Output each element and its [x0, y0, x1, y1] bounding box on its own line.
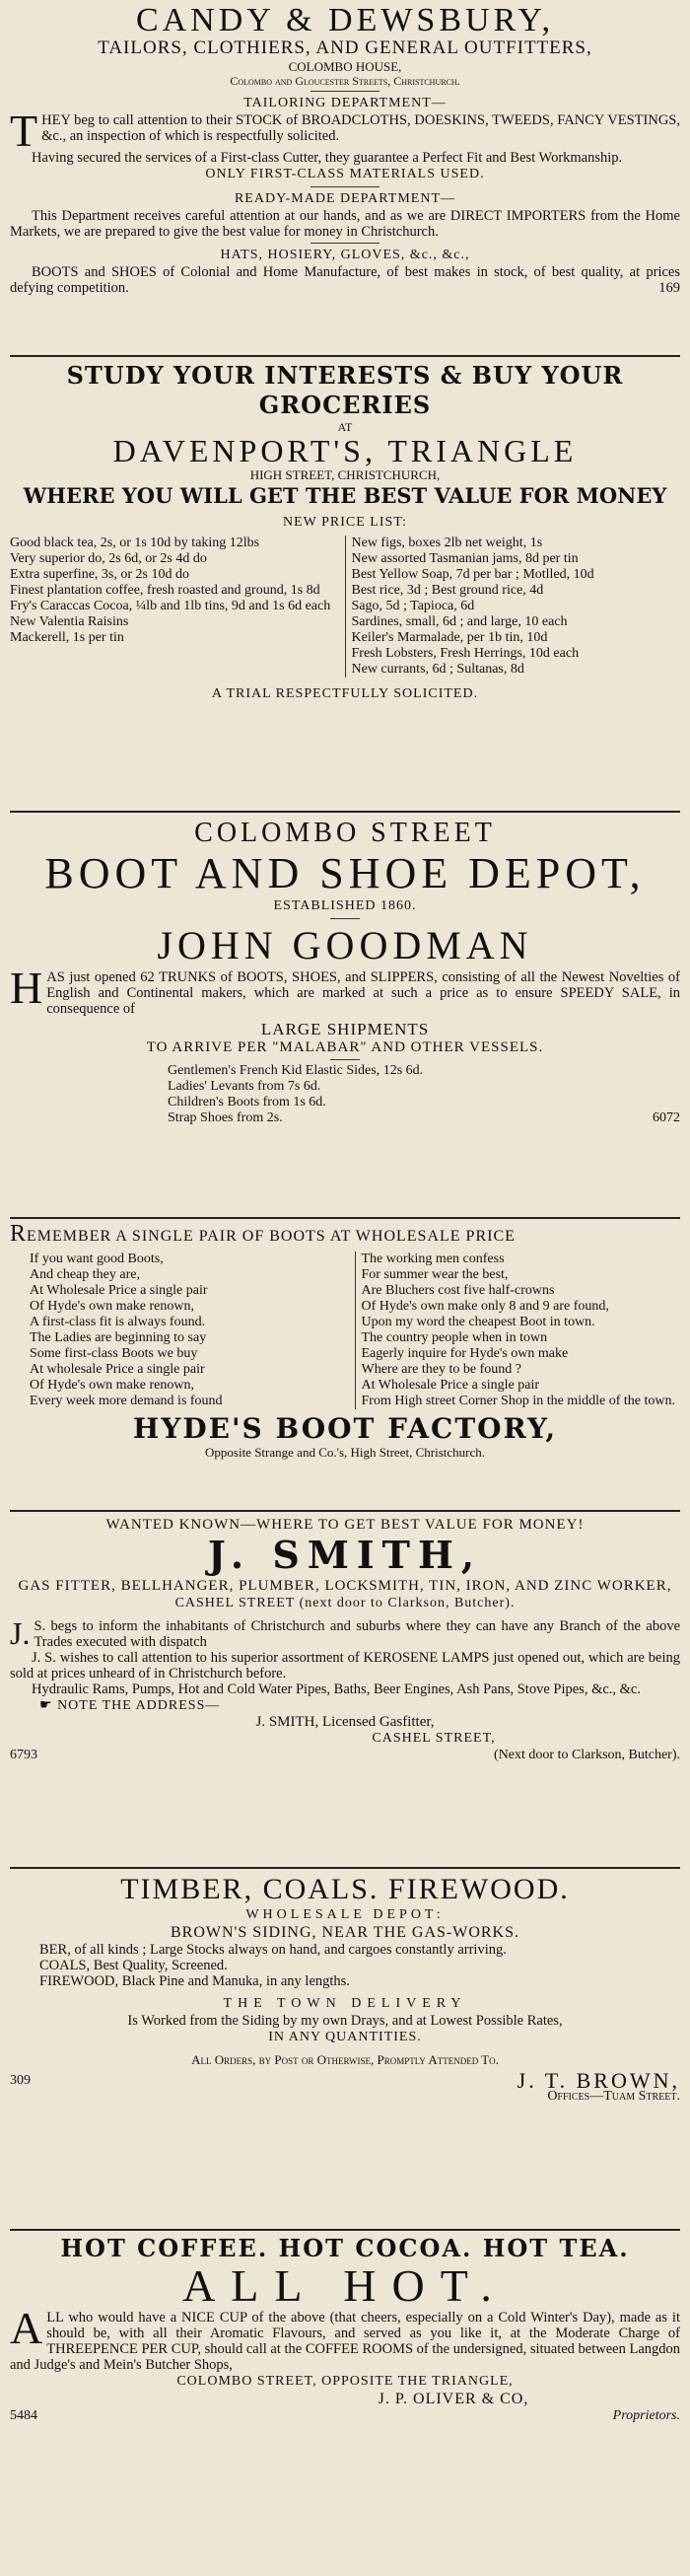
- price-item: New Valentia Raisins: [10, 614, 129, 629]
- list-item: Strap Shoes from 2s. 6072: [168, 1110, 680, 1125]
- ad3-title: BOOT AND SHOE DEPOT,: [44, 849, 646, 897]
- ad3-items: [10, 1063, 680, 1126]
- ad1-address: Colombo and Gloucester Streets, Christchurch.: [230, 74, 460, 88]
- divider: [310, 186, 380, 187]
- poem-line: Eagerly inquire for Hyde's own make: [361, 1346, 569, 1361]
- ad7-proprietors: Proprietors.: [612, 2408, 680, 2423]
- ad5-street: CASHEL STREET (next door to Clarkson, Butcher).: [174, 1596, 516, 1610]
- poem-line: Some first-class Boots we buy: [30, 1346, 198, 1361]
- poem-line: Of Hyde's own make renown,: [30, 1299, 194, 1314]
- ad6-quantities: IN ANY QUANTITIES.: [268, 2030, 422, 2044]
- poem-line: The Ladies are beginning to say: [30, 1330, 207, 1345]
- ad2-left-column: [10, 536, 346, 678]
- poem-line: From High street Corner Shop in the middle of the town.: [361, 1394, 675, 1408]
- ad6-title: TIMBER, COALS. FIREWOOD.: [120, 1873, 570, 1905]
- ad7-footer: [10, 2408, 680, 2424]
- price-item: Extra superfine, 3s, or 2s 10d do: [10, 567, 189, 582]
- ad1-cutter-text: Having secured the services of a First-class Cutter, they guarantee a Perfect Fit and Best Workmanship.: [32, 150, 623, 166]
- price-item: Best Yellow Soap, 7d per bar ; Motlled, 10d: [351, 567, 594, 582]
- ad1-tailoring-text: THEY beg to call attention to their STOCK of BROADCLOTHS, DOESKINS, TWEEDS, FANCY VESTINGS, &c., an inspection of which is respectfully solicited.: [10, 106, 680, 156]
- ad5-text3: Hydraulic Rams, Pumps, Hot and Cold Water Pipes, Baths, Beer Engines, Ash Pans, Stove Pipes, &c., &c.: [32, 1682, 641, 1697]
- ad-davenports: [10, 357, 680, 813]
- ad3-code: 6072: [653, 1110, 680, 1125]
- ad7-title: ALL HOT.: [182, 2260, 508, 2311]
- ad7-text: ALL who would have a NICE CUP of the above (that cheers, especially on a Cold Winter's Day), made as it should be, with all their Aromatic Flavours, and served as you like it, at the Moderate Charge of THREEPENCE PER CUP, should call at the COFFEE ROOMS of the undersigned, situated between Langdon and Judge's and Mein's Butcher Shops,: [10, 2303, 681, 2373]
- ad4-headline: REMEMBER A SINGLE PAIR OF BOOTS AT WHOLESALE PRICE: [10, 1221, 516, 1247]
- ad1-readymade-text: This Department receives careful attention at our hands, and as we are DIRECT IMPORTERS from the Home Markets, we are prepared to give the best value for money in Christchurch.: [10, 208, 680, 240]
- poem-line: The working men confess: [361, 1252, 505, 1266]
- ad6-name: J. T. BROWN,: [517, 2068, 680, 2093]
- poem-line: Are Bluchers cost five half-crowns: [361, 1283, 555, 1298]
- price-item: Sago, 5d ; Tapioca, 6d: [351, 599, 475, 613]
- ad6-timber: BER, of all kinds ; Large Stocks always on hand, and cargoes constantly arriving.: [39, 1942, 507, 1958]
- ad5-licensed: J. SMITH, Licensed Gasfitter,: [255, 1714, 435, 1730]
- poem-line: Of Hyde's own make only 8 and 9 are found,: [361, 1299, 609, 1314]
- ad2-right-column: [346, 536, 681, 678]
- ad6-coals: COALS, Best Quality, Screened.: [39, 1958, 228, 1973]
- ad6-code: 309: [10, 2073, 31, 2088]
- ad6-siding: BROWN'S SIDING, NEAR THE GAS-WORKS.: [170, 1924, 520, 1941]
- ad5-note: ☛ NOTE THE ADDRESS—: [39, 1698, 221, 1713]
- ad-oliver-coffee: [10, 2231, 680, 2424]
- poem-line: Upon my word the cheapest Boot in town.: [361, 1315, 595, 1329]
- price-item: Mackerell, 1s per tin: [10, 630, 124, 645]
- poem-line: The country people when in town: [361, 1330, 548, 1345]
- price-item: New currants, 6d ; Sultanas, 8d: [351, 662, 524, 677]
- ad-hydes: [10, 1219, 680, 1512]
- ad2-title: DAVENPORT'S, TRIANGLE: [112, 433, 578, 468]
- poem-line: If you want good Boots,: [30, 1252, 164, 1266]
- ad-brown-timber: [10, 1869, 680, 2231]
- ad1-code: 169: [658, 280, 680, 296]
- ad4-left-column: [10, 1252, 356, 1409]
- ad5-next-door: (Next door to Clarkson, Butcher).: [494, 1748, 680, 1762]
- ad5-name: J. SMITH,: [207, 1533, 483, 1577]
- ad1-materials: ONLY FIRST-CLASS MATERIALS USED.: [205, 167, 485, 181]
- ad3-large: LARGE SHIPMENTS: [260, 1020, 430, 1038]
- ad3-arrive: TO ARRIVE PER "MALABAR" AND OTHER VESSELS.: [146, 1039, 544, 1055]
- ad1-hats: HATS, HOSIERY, GLOVES, &c., &c.,: [220, 248, 470, 262]
- ad5-text2: J. S. wishes to call attention to his superior assortment of KEROSENE LAMPS just opened out, which are being sold at prices unheard of in Christchurch before.: [10, 1650, 680, 1682]
- ad7-street: COLOMBO STREET, OPPOSITE THE TRIANGLE,: [176, 2374, 514, 2389]
- price-item: Fresh Lobsters, Fresh Herrings, 10d each: [351, 646, 580, 661]
- ad2-value-line: WHERE YOU WILL GET THE BEST VALUE FOR MONEY: [23, 483, 667, 508]
- poem-line: A first-class fit is always found.: [30, 1315, 206, 1329]
- poem-line: At Wholesale Price a single pair: [361, 1378, 540, 1393]
- price-item: Finest plantation coffee, fresh roasted and ground, 1s 8d: [10, 583, 320, 598]
- price-item: Very superior do, 2s 6d, or 2s 4d do: [10, 551, 207, 566]
- ad7-code: 5484: [10, 2408, 37, 2423]
- ad1-tailoring-head: TAILORING DEPARTMENT—: [243, 96, 447, 110]
- ad2-at: AT: [337, 420, 353, 434]
- ad4-title: HYDE'S BOOT FACTORY,: [132, 1412, 558, 1445]
- ad1-boots-text: BOOTS and SHOES of Colonial and Home Manufacture, of best makes in stock, of best quality, at prices defying competition. 169: [10, 264, 680, 296]
- ad2-price-columns: [10, 536, 680, 678]
- ad-j-smith: [10, 1512, 680, 1869]
- ad1-readymade-head: READY-MADE DEPARTMENT—: [234, 191, 456, 206]
- ad3-name: JOHN GOODMAN: [157, 923, 533, 967]
- ad5-wanted: WANTED KNOWN—WHERE TO GET BEST VALUE FOR MONEY!: [105, 1517, 585, 1533]
- price-item: Fry's Caraccas Cocoa, ¼lb and 1lb tins, 9d and 1s 6d each: [10, 599, 331, 613]
- ad1-house: COLOMBO HOUSE,: [288, 59, 402, 74]
- dropcap: R: [10, 1221, 28, 1247]
- ad6-delivery-text: Is Worked from the Siding by my own Drays, and at Lowest Possible Rates,: [127, 2013, 563, 2029]
- dropcap: T: [10, 106, 38, 156]
- ad5-cashel: CASHEL STREET,: [372, 1731, 496, 1746]
- poem-line: Every week more demand is found: [30, 1394, 223, 1408]
- ad6-footer: [10, 2068, 680, 2093]
- ad3-established: ESTABLISHED 1860.: [273, 898, 417, 913]
- poem-line: Where are they to be found ?: [361, 1362, 521, 1377]
- price-item: Good black tea, 2s, or 1s 10d by taking 12lbs: [10, 536, 260, 550]
- dropcap: J.: [10, 1615, 31, 1651]
- poem-line: At Wholesale Price a single pair: [30, 1283, 208, 1298]
- ad1-subtitle: TAILORS, CLOTHIERS, AND GENERAL OUTFITTERS,: [98, 37, 592, 58]
- poem-line: For summer wear the best,: [361, 1267, 509, 1282]
- ad5-text1: J. S. begs to inform the inhabitants of Christchurch and suburbs where they can have any Branch of the above Trades executed with dispatch: [10, 1615, 680, 1651]
- pointing-hand-icon: ☛: [39, 1698, 53, 1713]
- ad5-trades: GAS FITTER, BELLHANGER, PLUMBER, LOCKSMITH, TIN, IRON, AND ZINC WORKER,: [18, 1578, 672, 1594]
- divider: [310, 243, 380, 244]
- list-item: Ladies' Levants from 7s 6d.: [168, 1079, 321, 1094]
- price-item: Best rice, 3d ; Best ground rice, 4d: [351, 583, 544, 598]
- ad6-offices: Offices—Tuam Street.: [547, 2089, 680, 2104]
- ad2-trial: A TRIAL RESPECTFULLY SOLICITED.: [211, 686, 479, 701]
- ad7-headline: HOT COFFEE. HOT COCOA. HOT TEA.: [60, 2234, 630, 2262]
- ad1-title: CANDY & DEWSBURY,: [135, 2, 555, 38]
- ad6-delivery: THE TOWN DELIVERY: [223, 1996, 467, 2011]
- ad4-right-column: [356, 1252, 681, 1409]
- ad6-firewood: FIREWOOD, Black Pine and Manuka, in any lengths.: [39, 1973, 350, 1989]
- poem-line: Of Hyde's own make renown,: [30, 1378, 194, 1393]
- poem-line: At wholesale Price a single pair: [30, 1362, 205, 1377]
- list-item: Gentlemen's French Kid Elastic Sides, 12s 6d.: [168, 1063, 424, 1078]
- price-item: New figs, boxes 2lb net weight, 1s: [351, 536, 543, 550]
- ad4-address: Opposite Strange and Co.'s, High Street, Christchurch.: [205, 1445, 485, 1460]
- newspaper-page: [10, 0, 680, 2424]
- price-item: Sardines, small, 6d ; and large, 10 each: [351, 614, 568, 629]
- dropcap: H: [10, 963, 43, 1013]
- divider: [330, 918, 360, 919]
- ad6-depot: WHOLESALE DEPOT:: [245, 1907, 445, 1922]
- ad-goodman: [10, 813, 680, 1219]
- ad3-text: HAS just opened 62 TRUNKS of BOOTS, SHOES, and SLIPPERS, consisting of all the Newest Novelties of English and Continental makers, which are marked at such a price as to ensure SPEEDY SALE, in consequence of: [10, 963, 680, 1017]
- poem-line: And cheap they are,: [30, 1267, 140, 1282]
- ad2-street: HIGH STREET, CHRISTCHURCH,: [249, 467, 441, 482]
- divider: [310, 91, 380, 92]
- price-item: Keiler's Marmalade, per 1b tin, 10d: [351, 630, 548, 645]
- ad3-street: COLOMBO STREET: [194, 818, 496, 848]
- ad2-headline: STUDY YOUR INTERESTS & BUY YOUR GROCERIES: [66, 361, 624, 419]
- dropcap: A: [10, 2303, 43, 2353]
- ad2-price-list: NEW PRICE LIST:: [282, 515, 408, 530]
- ad5-code: 6793: [10, 1748, 37, 1762]
- ad-candy-dewsbury: [10, 0, 680, 357]
- ad7-name: J. P. OLIVER & CO,: [378, 2391, 529, 2407]
- ad6-orders: All Orders, by Post or Otherwise, Promptly Attended To.: [191, 2052, 499, 2067]
- divider: [330, 1059, 360, 1060]
- ad4-poem: [10, 1252, 680, 1409]
- list-item: Children's Boots from 1s 6d.: [168, 1095, 326, 1109]
- ad5-footer: [10, 1748, 680, 1763]
- ad6-offices-row: [10, 2089, 680, 2105]
- price-item: New assorted Tasmanian jams, 8d per tin: [351, 551, 579, 566]
